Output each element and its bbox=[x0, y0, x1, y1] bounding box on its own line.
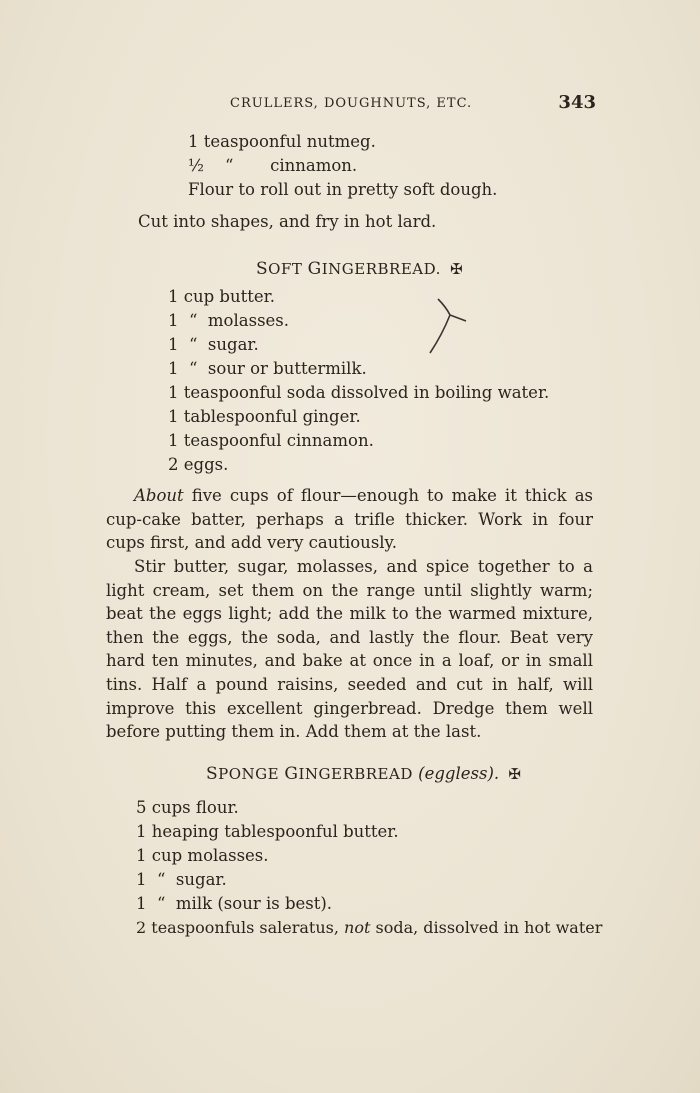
recipe-instruction: Cut into shapes, and fry in hot lard. bbox=[138, 212, 437, 231]
recipe-title-sponge-gingerbread: SPONGE GINGERBREAD (eggless). ✠ bbox=[206, 764, 522, 784]
recipe-paragraph: Stir butter, sugar, molasses, and spice together to a light cream, set them on the range until slightly warm; beat the eggs light; add the milk to the warmed mixture, then the eggs, the soda, and lastly the flour. Beat very hard ten minutes, and bake at once in a loaf, or in small tins. Half a pound raisins, seeded and cut in half, will improve this excellent gingerbread. Dredge them well before putting them in. Add them at the last. bbox=[106, 557, 593, 742]
cross-icon: ✠ bbox=[450, 260, 464, 278]
recipe-title-soft-gingerbread: SOFT GINGERBREAD. ✠ bbox=[256, 259, 464, 279]
ingredient-line: 1 “ sugar. bbox=[136, 870, 227, 889]
ingredient-line: 1 teaspoonful cinnamon. bbox=[168, 431, 374, 450]
ingredient-line: 1 heaping tablespoonful butter. bbox=[136, 822, 399, 841]
ingredient-line: 1 cup butter. bbox=[168, 287, 275, 306]
ingredient-line: 2 teaspoonfuls saleratus, not soda, dissolved in hot water bbox=[136, 918, 603, 937]
ingredient-line: 1 teaspoonful nutmeg. bbox=[188, 132, 376, 151]
recipe-paragraph: About five cups of flour—enough to make it thick as cup-cake batter, perhaps a trifle thicker. Work in four cups first, and add very cautiously. bbox=[106, 486, 593, 553]
ingredient-line: 1 “ sour or buttermilk. bbox=[168, 359, 367, 378]
ingredient-line: ½ “ cinnamon. bbox=[188, 156, 358, 175]
pencil-mark-icon bbox=[420, 295, 480, 360]
ingredient-line: 1 “ molasses. bbox=[168, 311, 290, 330]
ingredient-line: 1 tablespoonful ginger. bbox=[168, 407, 361, 426]
ingredient-line: 5 cups flour. bbox=[136, 798, 239, 817]
ingredient-line: 1 teaspoonful soda dissolved in boiling water. bbox=[168, 383, 550, 402]
page-number: 343 bbox=[558, 92, 596, 113]
ingredient-line: 1 “ sugar. bbox=[168, 335, 259, 354]
cross-icon: ✠ bbox=[508, 765, 522, 783]
ingredient-line: 1 cup molasses. bbox=[136, 846, 269, 865]
running-head-title: CRULLERS, DOUGHNUTS, ETC. bbox=[230, 96, 473, 111]
ingredient-line: 2 eggs. bbox=[168, 455, 229, 474]
ingredient-line: Flour to roll out in pretty soft dough. bbox=[188, 180, 498, 199]
ingredient-line: 1 “ milk (sour is best). bbox=[136, 894, 333, 913]
